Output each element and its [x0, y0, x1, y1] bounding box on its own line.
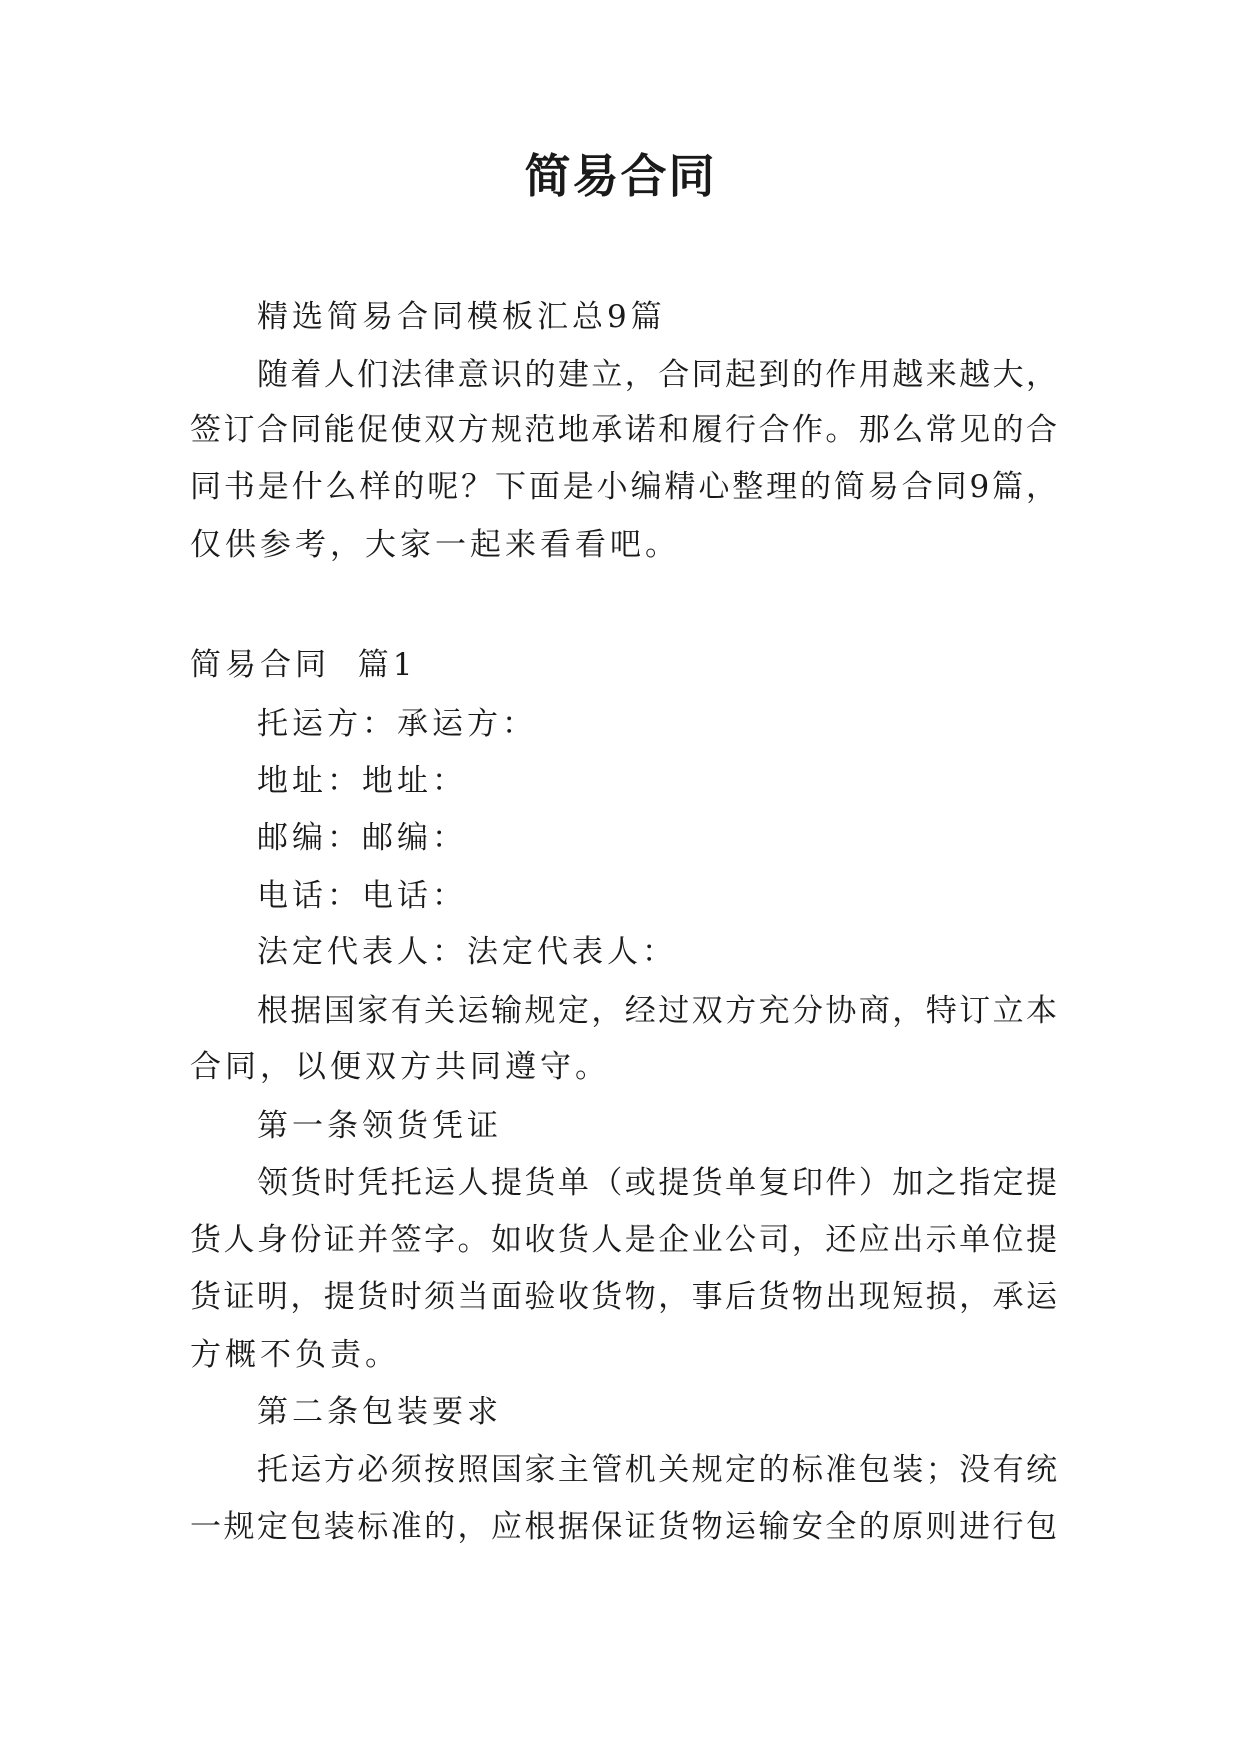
party-field-line: 法定代表人：法定代表人： [257, 934, 677, 970]
article-body-line: 托运方必须按照国家主管机关规定的标准包装；没有统 [257, 1452, 1057, 1488]
intro-line: 随着人们法律意识的建立，合同起到的作用越来越大， [257, 357, 1057, 393]
party-field-line: 电话：电话： [257, 878, 467, 914]
document-subtitle: 精选简易合同模板汇总9篇 [257, 299, 666, 335]
article-title: 第二条包装要求 [257, 1394, 502, 1430]
preamble-line: 合同，以便双方共同遵守。 [190, 1049, 610, 1085]
document-title: 简易合同 [524, 149, 717, 203]
article-body-line: 方概不负责。 [190, 1337, 400, 1373]
party-field-line: 地址：地址： [257, 763, 467, 799]
preamble-line: 根据国家有关运输规定，经过双方充分协商，特订立本 [257, 993, 1057, 1029]
party-field-line: 邮编：邮编： [257, 820, 467, 856]
article-body-line: 货人身份证并签字。如收货人是企业公司，还应出示单位提 [190, 1222, 1057, 1258]
article-title: 第一条领货凭证 [257, 1108, 502, 1144]
intro-line: 签订合同能促使双方规范地承诺和履行合作。那么常见的合 [190, 412, 1057, 448]
article-body-line: 货证明，提货时须当面验收货物，事后货物出现短损，承运 [190, 1279, 1057, 1315]
party-field-line: 托运方：承运方： [257, 706, 537, 742]
section-heading: 简易合同 篇1 [190, 647, 417, 683]
intro-line: 仅供参考，大家一起来看看吧。 [190, 527, 680, 563]
article-body-line: 一规定包装标准的，应根据保证货物运输安全的原则进行包 [190, 1509, 1057, 1545]
intro-line: 同书是什么样的呢？下面是小编精心整理的简易合同9篇， [190, 469, 1057, 505]
article-body-line: 领货时凭托运人提货单（或提货单复印件）加之指定提 [257, 1165, 1057, 1201]
